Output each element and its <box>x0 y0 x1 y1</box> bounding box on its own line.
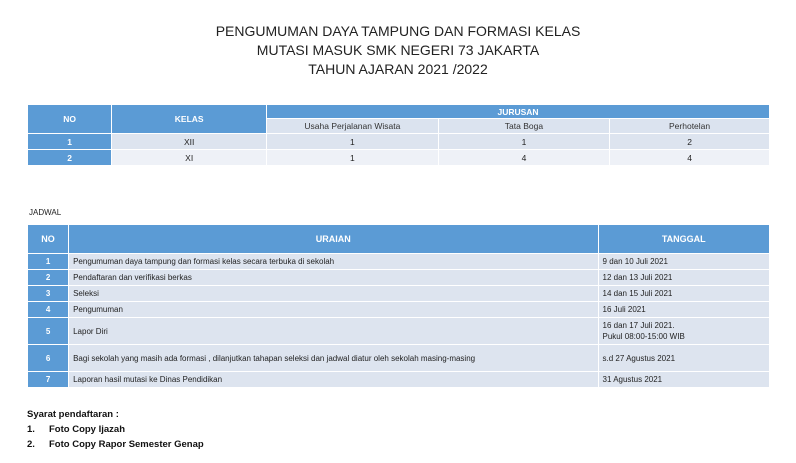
tanggal-cell <box>599 318 769 344</box>
quota-header-no: NO <box>28 105 111 133</box>
quota-cell: 2 <box>610 134 769 149</box>
quota-header-jurusan: JURUSAN <box>267 105 769 118</box>
row-number: 1 <box>28 134 111 149</box>
title-line-2: MUTASI MASUK SMK NEGERI 73 JAKARTA <box>256 42 540 58</box>
uraian-cell: Bagi sekolah yang masih ada formasi , dilanjutkan tahapan seleksi dan jadwal diatur oleh sekolah masing-masing <box>69 345 597 371</box>
quota-cell: 1 <box>267 134 438 149</box>
uraian-cell: Seleksi <box>69 286 597 301</box>
schedule-row <box>28 254 769 269</box>
title-line-3: TAHUN AJARAN 2021 /2022 <box>308 61 488 77</box>
schedule-header-no: NO <box>28 225 68 253</box>
row-number: 4 <box>28 302 68 317</box>
row-number: 2 <box>28 150 111 165</box>
kelas-cell: XI <box>112 150 266 165</box>
requirements-heading: Syarat pendaftaran : <box>27 409 119 420</box>
quota-row <box>28 134 769 149</box>
title-line-1: PENGUMUMAN DAYA TAMPUNG DAN FORMASI KELAS <box>215 23 581 39</box>
row-number: 6 <box>28 345 68 371</box>
quota-cell: 4 <box>439 150 609 165</box>
tanggal-line: 16 dan 17 Juli 2021. <box>602 321 675 330</box>
quota-table <box>27 104 770 166</box>
quota-header-major: Tata Boga <box>439 119 609 133</box>
tanggal-cell: 31 Agustus 2021 <box>599 372 769 387</box>
tanggal-cell: 9 dan 10 Juli 2021 <box>599 254 769 269</box>
uraian-cell: Laporan hasil mutasi ke Dinas Pendidikan <box>69 372 597 387</box>
schedule-row <box>28 302 769 317</box>
row-number: 1 <box>28 254 68 269</box>
quota-cell: 1 <box>439 134 609 149</box>
schedule-header-tanggal: TANGGAL <box>599 225 769 253</box>
schedule-row <box>28 372 769 387</box>
requirement-text: Foto Copy Rapor Semester Genap <box>49 439 204 450</box>
uraian-cell: Pengumuman daya tampung dan formasi kelas secara terbuka di sekolah <box>69 254 597 269</box>
row-number: 3 <box>28 286 68 301</box>
requirement-text: Foto Copy Ijazah <box>49 424 125 435</box>
quota-cell: 4 <box>610 150 769 165</box>
uraian-cell: Pendaftaran dan verifikasi berkas <box>69 270 597 285</box>
row-number: 5 <box>28 318 68 344</box>
schedule-label: JADWAL <box>29 208 62 217</box>
schedule-table <box>27 224 770 388</box>
row-number: 7 <box>28 372 68 387</box>
tanggal-cell: 12 dan 13 Juli 2021 <box>599 270 769 285</box>
quota-row <box>28 150 769 165</box>
requirement-item <box>27 437 204 452</box>
schedule-row <box>28 318 769 344</box>
uraian-cell: Pengumuman <box>69 302 597 317</box>
quota-header-major: Perhotelan <box>610 119 769 133</box>
schedule-header-uraian: URAIAN <box>69 225 597 253</box>
tanggal-cell: 16 Juli 2021 <box>599 302 769 317</box>
tanggal-cell: s.d 27 Agustus 2021 <box>599 345 769 371</box>
tanggal-cell: 14 dan 15 Juli 2021 <box>599 286 769 301</box>
requirement-item <box>27 422 204 437</box>
requirements <box>27 407 204 452</box>
quota-header-major: Usaha Perjalanan Wisata <box>267 119 438 133</box>
tanggal-time: Pukul 08:00-15:00 WIB <box>602 332 685 341</box>
requirement-number: 2. <box>27 439 35 450</box>
schedule-row <box>28 286 769 301</box>
schedule-row <box>28 345 769 371</box>
row-number: 2 <box>28 270 68 285</box>
quota-cell: 1 <box>267 150 438 165</box>
kelas-cell: XII <box>112 134 266 149</box>
announcement-title <box>0 22 796 79</box>
uraian-cell: Lapor Diri <box>69 318 597 344</box>
schedule-row <box>28 270 769 285</box>
quota-header-kelas: KELAS <box>112 105 266 133</box>
requirement-number: 1. <box>27 424 35 435</box>
